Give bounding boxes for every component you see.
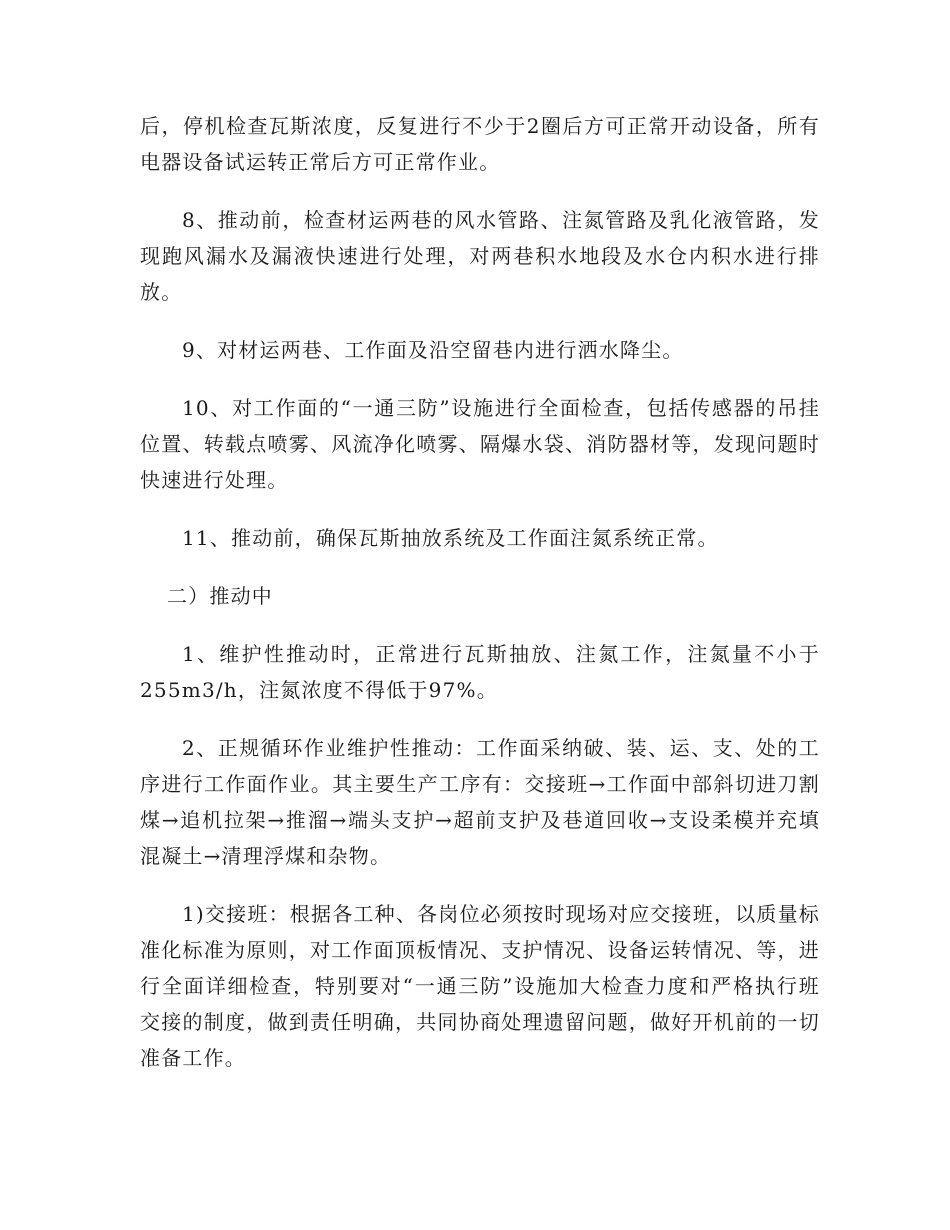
paragraph-item-8: 8、推动前，检查材运两巷的风水管路、注氮管路及乳化液管路，发现跑风漏水及漏液快速进行处理，对两巷积水地段及水仓内积水进行排放。 [140,208,820,304]
paragraph-item-2: 2、正规循环作业维护性推动：工作面采纳破、装、运、支、处的工序进行工作面作业。其主要生产工序有：交接班→工作面中部斜切进刀割煤→追机拉架→推溜→端头支护→超前支护及巷道回收→支设柔模并充填混凝土→清理浮煤和杂物。 [140,736,820,868]
paragraph-item-9: 9、对材运两巷、工作面及沿空留巷内进行洒水降尘。 [182,338,684,362]
paragraph-item-10: 10、对工作面的“一通三防”设施进行全面检查，包括传感器的吊挂位置、转载点喷雾、风流净化喷雾、隔爆水袋、消防器材等，发现问题时快速进行处理。 [140,396,820,492]
paragraph-item-11: 11、推动前，确保瓦斯抽放系统及工作面注氮系统正常。 [182,526,719,550]
document-body [140,108,820,1098]
section-heading: 二）推动中 [167,584,273,608]
paragraph-continuation: 后，停机检查瓦斯浓度，反复进行不少于2圈后方可正常开动设备，所有电器设备试运转正常后方可正常作业。 [140,114,820,174]
paragraph-subitem-1: 1)交接班：根据各工种、各岗位必须按时现场对应交接班，以质量标准化标准为原则，对工作面顶板情况、支护情况、设备运转情况、等，进行全面详细检查，特别要对“一通三防”设施加大检查力度和严格执行班交接的制度，做到责任明确，共同协商处理遗留问题，做好开机前的一切准备工作。 [140,902,820,1070]
paragraph-item-1: 1、维护性推动时，正常进行瓦斯抽放、注氮工作，注氮量不小于255m3/h，注氮浓度不得低于97%。 [140,642,820,702]
